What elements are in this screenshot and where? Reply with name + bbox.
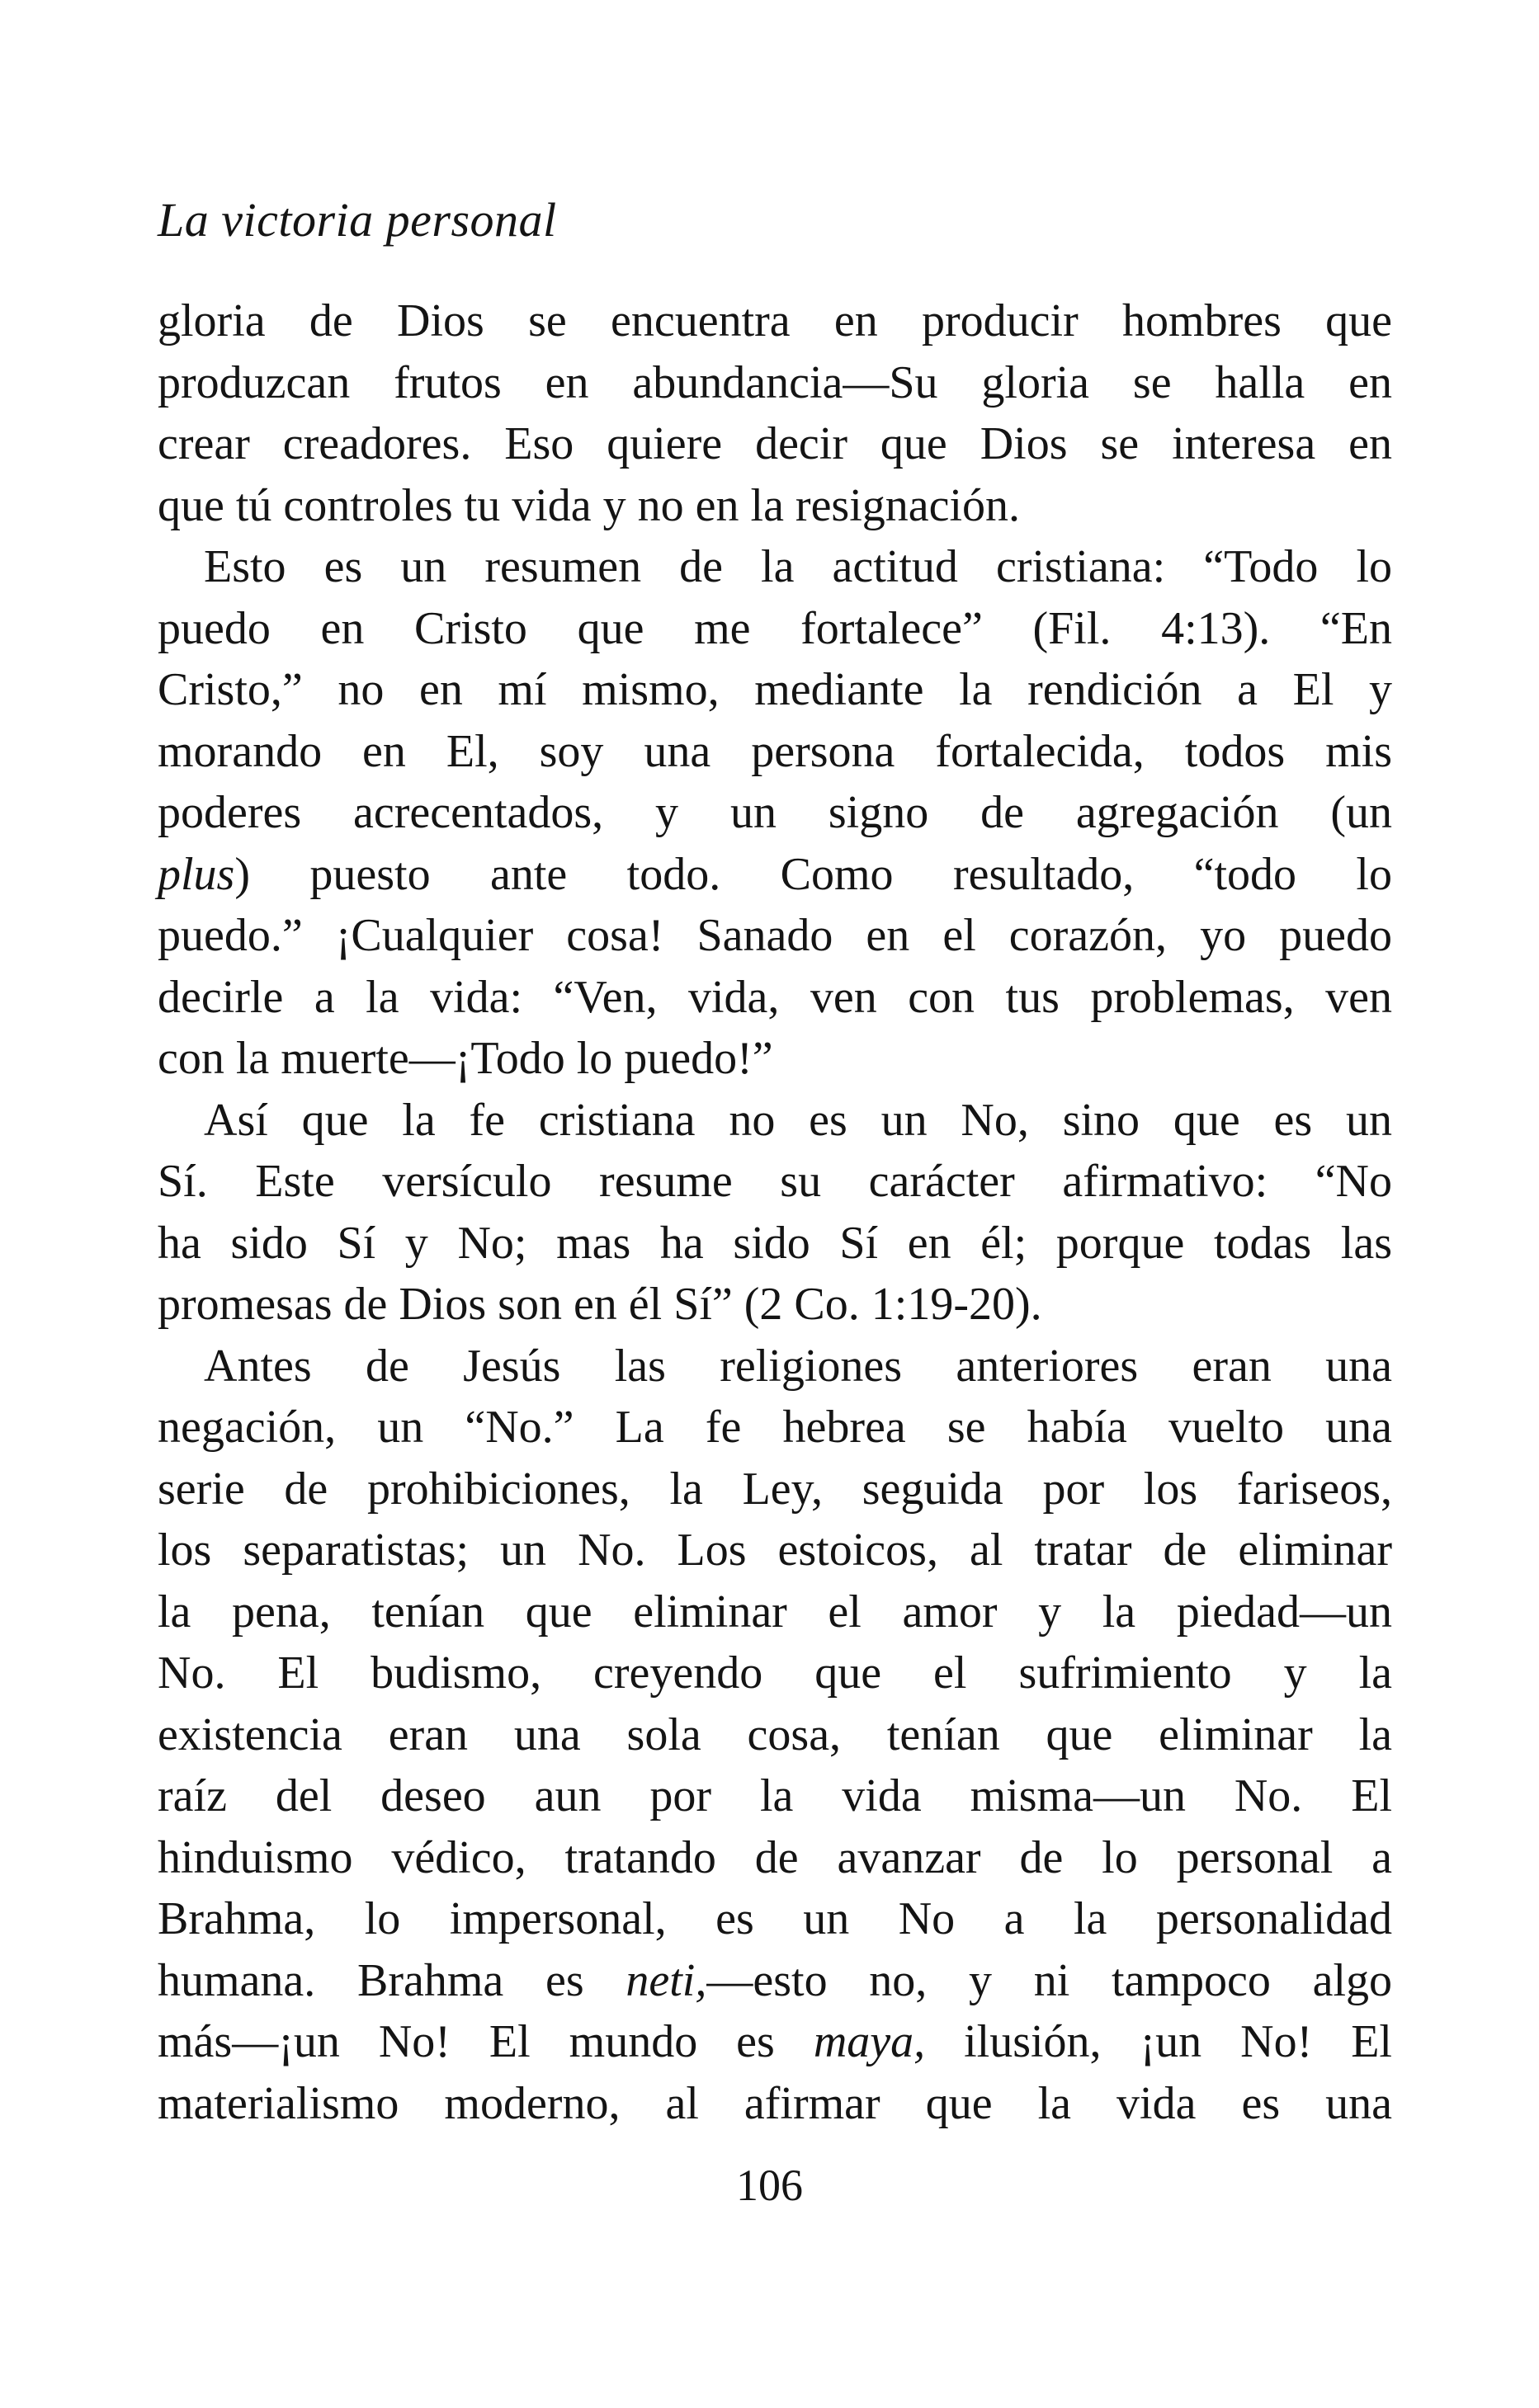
text-line: materialismo moderno, al afirmar que la vida es una [158, 2077, 1392, 2129]
italic-term: neti, [626, 1954, 707, 2006]
text-line: Brahma, lo impersonal, es un No a la personalidad [158, 1893, 1392, 1944]
text-line: No. El budismo, creyendo que el sufrimiento y la [158, 1647, 1392, 1699]
text-line: los separatistas; un No. Los estoicos, al tratar de eliminar [158, 1524, 1392, 1576]
text-line: ha sido Sí y No; mas ha sido Sí en él; porque todas las [158, 1217, 1392, 1269]
paragraph-first-line: Antes de Jesús las religiones anteriores eran una [204, 1340, 1392, 1392]
paragraph-first-line: Esto es un resumen de la actitud cristiana: “Todo lo [204, 541, 1392, 592]
text-line: crear creadores. Eso quiere decir que Dios se interesa en [158, 418, 1392, 469]
paragraph-first-line: Así que la fe cristiana no es un No, sino que es un [204, 1094, 1392, 1146]
text-line: negación, un “No.” La fe hebrea se había vuelto una [158, 1402, 1392, 1453]
text-line: gloria de Dios se encuentra en producir hombres que [158, 295, 1392, 346]
italic-term: maya, [813, 2016, 926, 2067]
text-line: que tú controles tu vida y no en la resignación. [158, 479, 1021, 531]
text-line: puedo.” ¡Cualquier cosa! Sanado en el corazón, yo puedo [158, 910, 1392, 961]
text-line: plus) puesto ante todo. Como resultado, “todo lo [158, 848, 1392, 900]
text-line: morando en El, soy una persona fortalecida, todos mis [158, 725, 1392, 777]
text-line: más—¡un No! El mundo es maya, ilusión, ¡un No! El [158, 2016, 1392, 2067]
text-line: raíz del deseo aun por la vida misma—un No. El [158, 1770, 1392, 1821]
text-line: promesas de Dios son en él Sí” (2 Co. 1:19-20). [158, 1279, 1042, 1330]
running-head: La victoria personal [158, 193, 557, 247]
text-line: la pena, tenían que eliminar el amor y la piedad—un [158, 1586, 1392, 1638]
text-line: decirle a la vida: “Ven, vida, ven con tus problemas, ven [158, 971, 1392, 1023]
text-line: existencia eran una sola cosa, tenían que eliminar la [158, 1708, 1392, 1760]
italic-term: plus [158, 848, 235, 900]
text-line: Sí. Este versículo resume su carácter afirmativo: “No [158, 1156, 1392, 1207]
text-line: poderes acrecentados, y un signo de agregación (un [158, 787, 1392, 838]
text-line: Cristo,” no en mí mismo, mediante la rendición a El y [158, 664, 1392, 715]
text-line: produzcan frutos en abundancia—Su gloria se halla en [158, 356, 1392, 408]
text-line: con la muerte—¡Todo lo puedo!” [158, 1033, 773, 1084]
body-text [158, 290, 1392, 2134]
text-line: humana. Brahma es neti,—esto no, y ni tampoco algo [158, 1954, 1392, 2006]
text-line: serie de prohibiciones, la Ley, seguida por los fariseos, [158, 1463, 1392, 1515]
page-number: 106 [736, 2161, 803, 2210]
text-line: hinduismo védico, tratando de avanzar de lo personal a [158, 1831, 1392, 1883]
text-line: puedo en Cristo que me fortalece” (Fil. 4:13). “En [158, 602, 1392, 654]
